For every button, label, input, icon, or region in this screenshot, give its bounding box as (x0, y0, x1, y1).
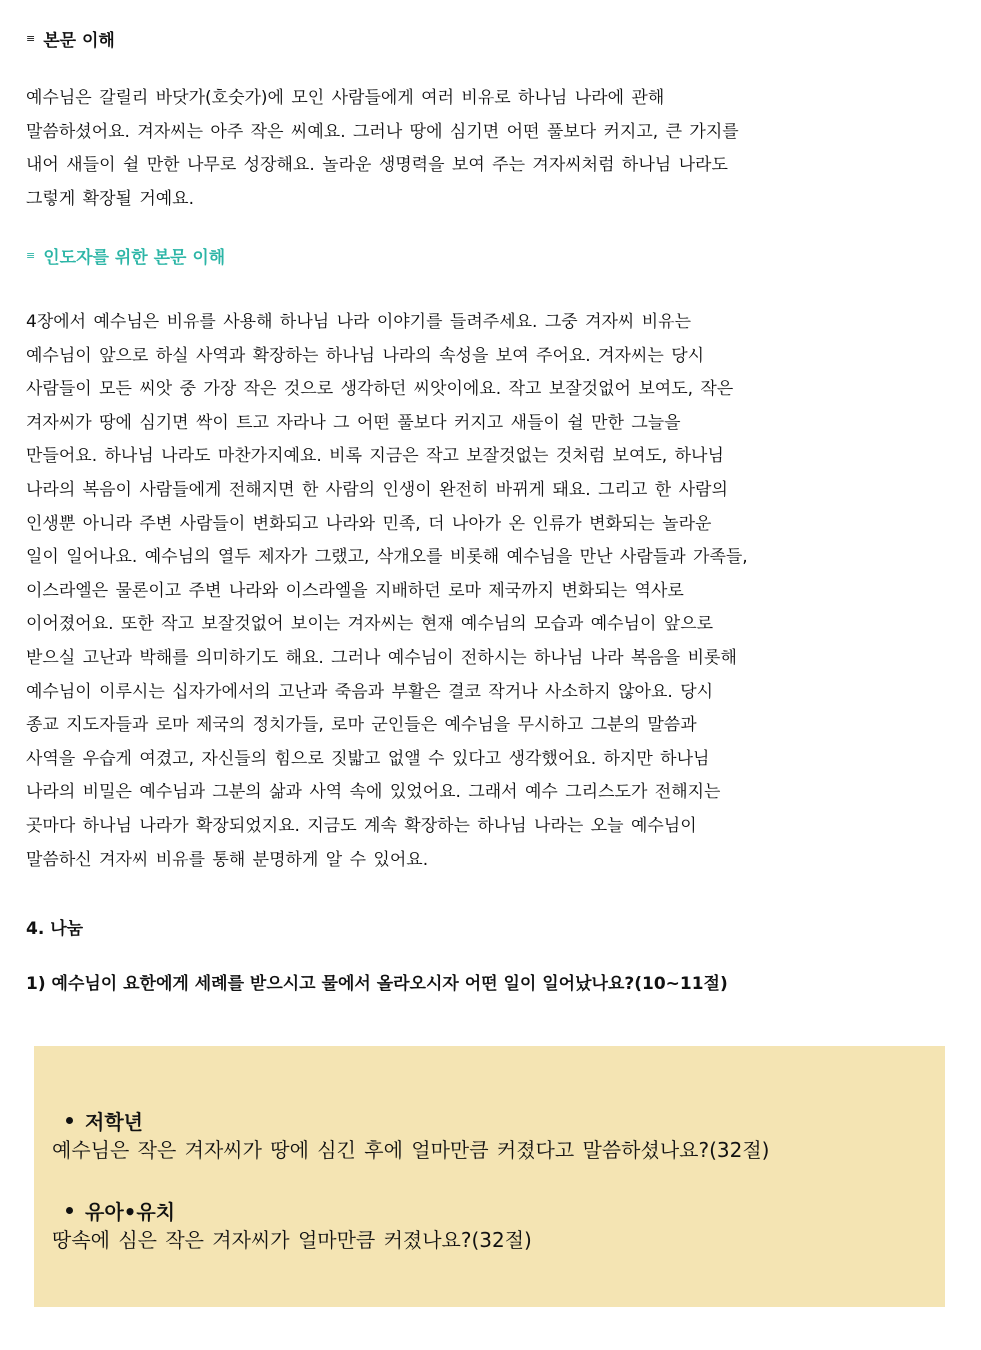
paragraph-line: 4장에서 예수님은 비유를 사용해 하나님 나라 이야기를 들려주세요. 그중 겨자씨 비유는 (26, 312, 692, 332)
bullet-icon (66, 1117, 73, 1124)
paragraph-line: 사람들이 모든 씨앗 중 가장 작은 것으로 생각하던 씨앗이에요. 작고 보잘것없어 보여도, 작은 (26, 379, 734, 400)
paragraph-line: 인생뿐 아니라 주변 사람들이 변화되고 나라와 민족, 더 나아가 온 인류가 변화되는 놀라운 (26, 513, 712, 534)
paragraph-line: 나라의 복음이 사람들에게 전해지면 한 사람의 인생이 완전히 바뀌게 돼요. 그리고 한 사람의 (26, 479, 728, 500)
age-group-label: 저학년 (85, 1110, 143, 1134)
paragraph-line: 종교 지도자들과 로마 제국의 정치가들, 로마 군인들은 예수님을 무시하고 그분의 말씀과 (26, 715, 697, 736)
heading-marker-icon: ≡ (26, 32, 36, 45)
paragraph-line: 이스라엘은 물론이고 주변 나라와 이스라엘을 지배하던 로마 제국까지 변화되는 역사로 (26, 580, 684, 601)
section-title: 인도자를 위한 본문 이해 (43, 248, 226, 268)
age-group-question-box (34, 1046, 945, 1307)
paragraph-line: 받으실 고난과 박해를 의미하기도 해요. 그러나 예수님이 전하시는 하나님 나라 복음을 비롯해 (26, 647, 737, 668)
sharing-heading (26, 914, 83, 939)
age-group-title-preschool (66, 1196, 175, 1225)
sharing-question (26, 969, 728, 994)
section-heading-leader-understanding (26, 243, 225, 268)
age-group-label: 유아•유치 (85, 1200, 176, 1224)
age-group-question-preschool: 땅속에 심은 작은 겨자씨가 얼마만큼 커졌나요?(32절) (52, 1228, 532, 1252)
section-title: 본문 이해 (43, 31, 115, 51)
heading-marker-icon: ≡ (26, 249, 36, 262)
paragraph-line: 예수님이 이루시는 십자가에서의 고난과 죽음과 부활은 결코 작거나 사소하지 않아요. 당시 (26, 681, 714, 702)
paragraph-line: 사역을 우습게 여겼고, 자신들의 힘으로 짓밟고 없앨 수 있다고 생각했어요. 하지만 하나님 (26, 748, 710, 769)
paragraph-line: 예수님은 갈릴리 바닷가(호숫가)에 모인 사람들에게 여러 비유로 하나님 나라에 관해 (26, 88, 665, 108)
text-understanding-paragraph (26, 82, 966, 216)
paragraph-line: 예수님이 앞으로 하실 사역과 확장하는 하나님 나라의 속성을 보여 주어요. 겨자씨는 당시 (26, 345, 705, 366)
paragraph-line: 그렇게 확장될 거예요. (26, 188, 195, 209)
section-heading-text-understanding (26, 26, 115, 51)
paragraph-line: 말씀하신 겨자씨 비유를 통해 분명하게 알 수 있어요. (26, 849, 429, 870)
paragraph-line: 나라의 비밀은 예수님과 그분의 삶과 사역 속에 있었어요. 그래서 예수 그리스도가 전해지는 (26, 782, 721, 803)
paragraph-line: 내어 새들이 쉴 만한 나무로 성장해요. 놀라운 생명력을 보여 주는 겨자씨처럼 하나님 나라도 (26, 155, 728, 176)
paragraph-line: 말씀하셨어요. 겨자씨는 아주 작은 씨예요. 그러나 땅에 심기면 어떤 풀보다 커지고, 큰 가지를 (26, 121, 739, 142)
paragraph-line: 곳마다 하나님 나라가 확장되었지요. 지금도 계속 확장하는 하나님 나라는 오늘 예수님이 (26, 815, 697, 836)
section-title: 4. 나눔 (26, 919, 84, 939)
question-text: 1) 예수님이 요한에게 세례를 받으시고 물에서 올라오시자 어떤 일이 일어났나요?(10~11절) (26, 974, 728, 994)
age-group-question-lower-grades: 예수님은 작은 겨자씨가 땅에 심긴 후에 얼마만큼 커졌다고 말씀하셨나요?(32절) (52, 1138, 770, 1162)
bullet-icon (66, 1207, 73, 1214)
paragraph-line: 일이 일어나요. 예수님의 열두 제자가 그랬고, 삭개오를 비롯해 예수님을 만난 사람들과 가족들, (26, 547, 748, 568)
paragraph-line: 이어졌어요. 또한 작고 보잘것없어 보이는 겨자씨는 현재 예수님의 모습과 예수님이 앞으로 (26, 614, 714, 635)
age-group-title-lower-grades (66, 1106, 143, 1135)
leader-understanding-paragraph (26, 306, 966, 877)
paragraph-line: 만들어요. 하나님 나라도 마찬가지예요. 비록 지금은 작고 보잘것없는 것처럼 보여도, 하나님 (26, 446, 724, 467)
paragraph-line: 겨자씨가 땅에 심기면 싹이 트고 자라나 그 어떤 풀보다 커지고 새들이 쉴 만한 그늘을 (26, 412, 681, 433)
